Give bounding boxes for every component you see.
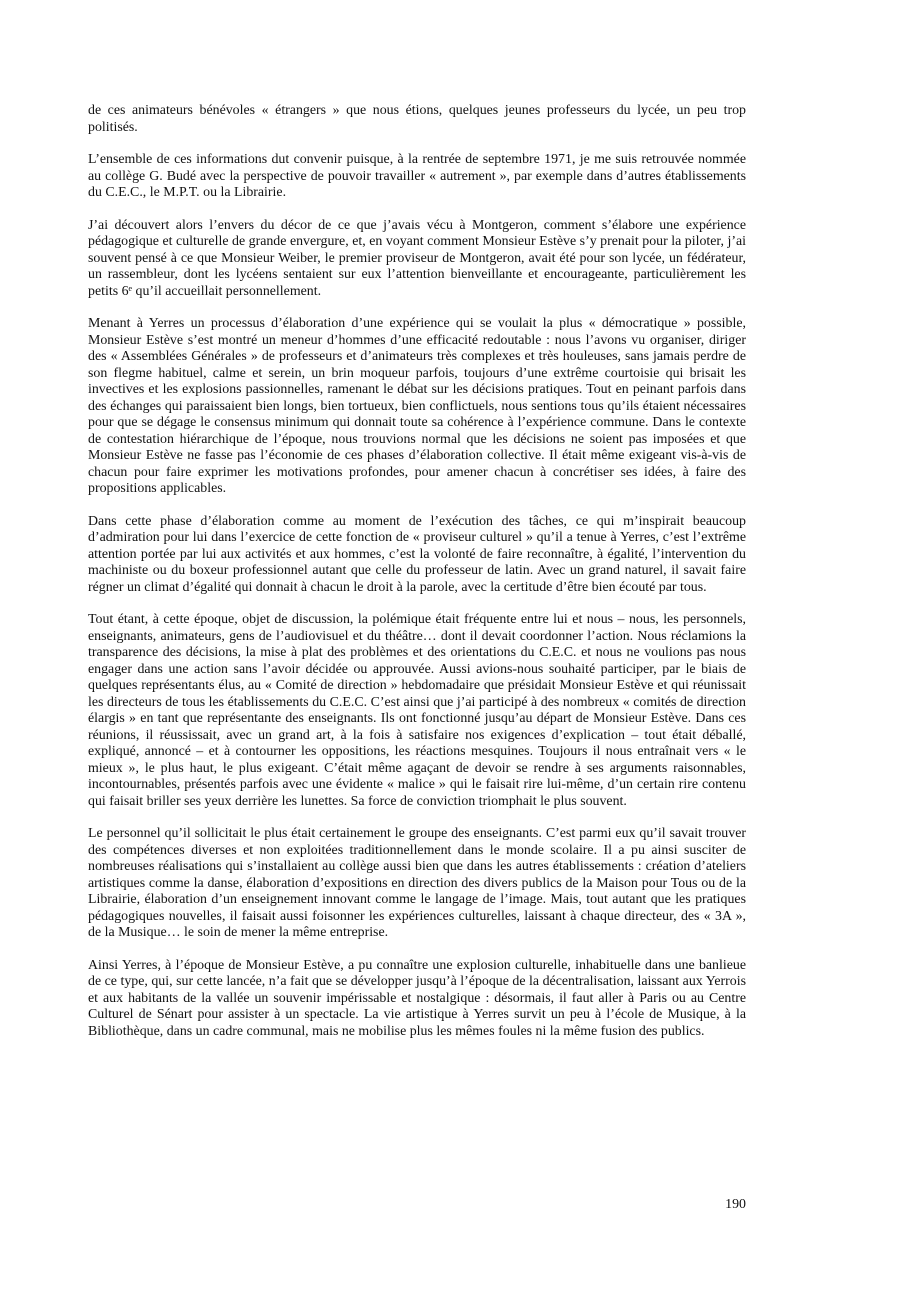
page-number: 190 (725, 1197, 746, 1212)
document-body (88, 103, 746, 1056)
paragraph-3: J’ai découvert alors l’envers du décor de ce que j’avais vécu à Montgeron, comment s’élabore une expérience pédagogique et culturelle de grande envergure, et, en voyant comment Monsieur Estève s’y prenait pour la piloter, j’ai souvent pensé à ce que Monsieur Weiber, le premier proviseur de Montgeron, avait été pour son lycée, un fédérateur, un rassembleur, dont les lycéens sentaient sur eux l’attention bienveillante et encourageante, particulièrement les petits 6ᵉ qu’il accueillait personnellement. (88, 217, 746, 299)
paragraph-6: Tout étant, à cette époque, objet de discussion, la polémique était fréquente entre lui et nous – nous, les personnels, enseignants, animateurs, gens de l’audiovisuel et du théâtre… dont il devait coordonner l’action. Nous réclamions la transparence des décisions, la mise à plat des problèmes et des orientations du C.E.C. et nous ne voulions pas nous engager dans une action sans l’avoir décidée ou approuvée. Aussi avions-nous souhaité participer, par le biais de quelques représentants élus, au « Comité de direction » hebdomadaire que présidait Monsieur Estève et qui réunissait les directeurs de tous les établissements du C.E.C. C’est ainsi que j’ai participé à des nombreux « comités de direction élargis » en tant que représentante des enseignants. Ils ont fonctionné jusqu’au départ de Monsieur Estève. Dans ces réunions, il réussissait, avec un grand art, à la fois à satisfaire nos exigences d’explication – tout était déballé, expliqué, annoncé – et à contourner les oppositions, les réactions mesquines. Toujours il nous entraînait vers « le mieux », le plus haut, le plus exigeant. C’était même agaçant de devoir se rendre à ses arguments raisonnables, incontournables, présentés parfois avec une évidente « malice » qui le faisait rire lui-même, d’un certain rire contenu qui faisait briller ses yeux derrière les lunettes. Sa force de conviction triomphait le plus souvent. (88, 612, 746, 809)
paragraph-8: Ainsi Yerres, à l’époque de Monsieur Estève, a pu connaître une explosion culturelle, inhabituelle dans une banlieue de ce type, qui, sur cette lancée, n’a fait que se développer jusqu’à l’époque de la décentralisation, laissant aux Yerrois et aux habitants de la vallée un souvenir impérissable et nostalgique : désormais, il faut aller à Paris ou au Centre Culturel de Sénart pour assister à un spectacle. La vie artistique à Yerres survit un peu à l’école de Musique, à la Bibliothèque, dans un cadre communal, mais ne mobilise plus les mêmes foules ni la même fusion des publics. (88, 957, 746, 1039)
paragraph-7: Le personnel qu’il sollicitait le plus était certainement le groupe des enseignants. C’est parmi eux qu’il savait trouver des compétences diverses et non exploitées traditionnellement dans le monde scolaire. Il a pu ainsi susciter de nombreuses réalisations qui s’installaient au collège aussi bien que dans les autres établissements : création d’ateliers artistiques comme la danse, élaboration d’expositions en direction des divers publics de la Maison pour Tous ou de la Librairie, élaboration d’un enseignement innovant comme le langage de l’image. Mais, tout autant que les pratiques pédagogiques nouvelles, il faisait aussi foisonner les expériences culturelles, laissant à chaque directeur, des « 3A », de la Musique… le soin de mener la même entreprise. (88, 826, 746, 940)
paragraph-5: Dans cette phase d’élaboration comme au moment de l’exécution des tâches, ce qui m’inspirait beaucoup d’admiration pour lui dans l’exercice de cette fonction de « proviseur culturel » qu’il a tenue à Yerres, c’est l’extrême attention portée par lui aux activités et aux hommes, c’est la volonté de faire reconnaître, à égalité, l’intervention du machiniste ou du boxeur professionnel autant que celle du professeur de latin. Avec un grand naturel, il savait faire régner un climat d’égalité qui donnait à chacun le droit à la parole, avec la certitude d’être bien écouté par tous. (88, 513, 746, 595)
paragraph-2: L’ensemble de ces informations dut convenir puisque, à la rentrée de septembre 1971, je me suis retrouvée nommée au collège G. Budé avec la perspective de pouvoir travailler « autrement », par exemple dans d’autres établissements du C.E.C., le M.P.T. ou la Librairie. (88, 152, 746, 200)
paragraph-1: de ces animateurs bénévoles « étrangers » que nous étions, quelques jeunes professeurs du lycée, un peu trop politisés. (88, 103, 746, 135)
paragraph-4: Menant à Yerres un processus d’élaboration d’une expérience qui se voulait la plus « démocratique » possible, Monsieur Estève s’est montré un meneur d’hommes d’une efficacité redoutable : nous l’avons vu organiser, diriger des « Assemblées Générales » de professeurs et d’animateurs très complexes et très houleuses, sans jamais perdre de son flegme habituel, calme et serein, un brin moqueur parfois, toujours d’une extrême courtoisie qui brisait les invectives et les explosions passionnelles, ramenant le débat sur les décisions pratiques. Tout en peinant parfois dans des échanges qui paraissaient bien longs, bien tortueux, bien conflictuels, nous sentions tous qu’ils étaient nécessaires pour que se dégage le consensus minimum qui donnait toute sa cohérence à l’expérience commune. Dans le contexte de contestation hiérarchique de l’époque, nous trouvions normal que les décisions ne soient pas imposées et que Monsieur Estève ne fasse pas l’économie de ces phases d’élaboration collective. Il était même exigeant vis-à-vis de chacun pour faire exprimer les motivations profondes, pour amener chacun à concrétiser ses idées, à faire des propositions applicables. (88, 316, 746, 496)
